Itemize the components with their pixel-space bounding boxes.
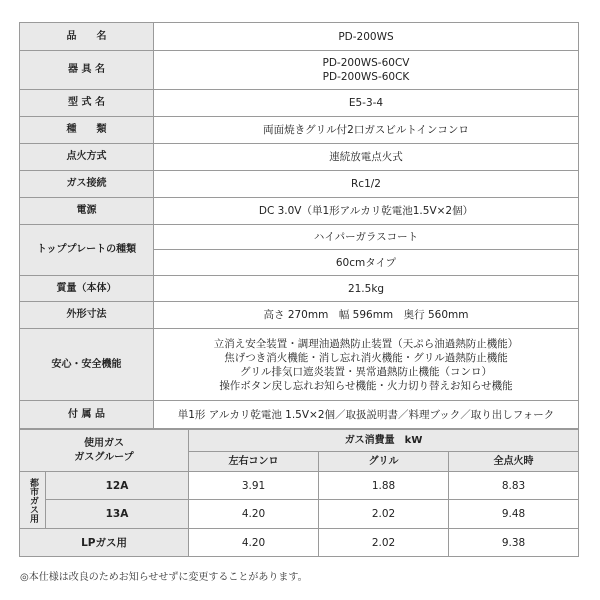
gas-cell-total: 8.83 [449, 472, 579, 500]
spec-value-hinmei: PD-200WS [154, 23, 579, 51]
gas-row-lp [20, 529, 579, 557]
spec-value-fuzoku: 単1形 アルカリ乾電池 1.5V×2個／取扱説明書／料理ブック／取り出しフォーク [154, 401, 579, 429]
spec-label-hinmei: 品 名 [20, 23, 154, 51]
gas-header-row-1 [20, 430, 579, 452]
kigu-line-1: PD-200WS-60CV [322, 57, 410, 69]
spec-value-gaikei: 高さ 270mm 幅 596mm 奥行 560mm [154, 302, 579, 329]
gas-cell-total: 9.48 [449, 500, 579, 529]
spec-value-top-1: ハイパーガラスコート [154, 225, 579, 250]
gas-col-grill: グリル [319, 452, 449, 472]
spec-row-shitsuryo [20, 276, 579, 302]
gas-row-name: 13A [46, 500, 189, 529]
spec-value-shurui: 両面焼きグリル付2口ガスビルトインコンロ [154, 117, 579, 144]
spec-row-top-1 [20, 225, 579, 250]
spec-row-katashiki [20, 90, 579, 117]
spec-label-fuzoku: 付 属 品 [20, 401, 154, 429]
spec-label-kigu: 器 具 名 [20, 51, 154, 90]
gas-cell-left: 4.20 [189, 500, 319, 529]
spec-row-dengen [20, 198, 579, 225]
gas-cell-total: 9.38 [449, 529, 579, 557]
spec-label-gas: ガス接続 [20, 171, 154, 198]
gas-cell-grill: 2.02 [319, 500, 449, 529]
spec-row-gas [20, 171, 579, 198]
gas-cell-left: 4.20 [189, 529, 319, 557]
spec-row-gaikei [20, 302, 579, 329]
spec-label-tenka: 点火方式 [20, 144, 154, 171]
spec-label-katashiki: 型 式 名 [20, 90, 154, 117]
anzen-line-2: 焦げつき消火機能・消し忘れ消火機能・グリル過熱防止機能 [224, 351, 508, 364]
spec-row-tenka [20, 144, 579, 171]
spec-value-tenka: 連続放電点火式 [154, 144, 579, 171]
spec-value-anzen [154, 329, 579, 401]
anzen-line-4: 操作ボタン戻し忘れお知らせ機能・火力切り替えお知らせ機能 [219, 379, 513, 392]
gas-row-13a [20, 500, 579, 529]
spec-value-kigu [154, 51, 579, 90]
spec-table [19, 22, 579, 429]
spec-value-shitsuryo: 21.5kg [154, 276, 579, 302]
kigu-line-2: PD-200WS-60CK [322, 71, 410, 83]
spec-row-anzen [20, 329, 579, 401]
gas-cell-grill: 1.88 [319, 472, 449, 500]
gas-row-name: 12A [46, 472, 189, 500]
gas-header-group-label: ガスグループ [74, 451, 134, 463]
spec-value-katashiki: E5-3-4 [154, 90, 579, 117]
spec-row-hinmei [20, 23, 579, 51]
gas-cell-grill: 2.02 [319, 529, 449, 557]
gas-header-gas-label: 使用ガス [84, 437, 124, 449]
spec-label-top: トッププレートの種類 [20, 225, 154, 276]
spec-value-dengen: DC 3.0V（単1形アルカリ乾電池1.5V×2個） [154, 198, 579, 225]
spec-label-anzen: 安心・安全機能 [20, 329, 154, 401]
spec-row-fuzoku [20, 401, 579, 429]
gas-col-left: 左右コンロ [189, 452, 319, 472]
gas-col-total: 全点火時 [449, 452, 579, 472]
spec-label-dengen: 電源 [20, 198, 154, 225]
spec-row-kigu [20, 51, 579, 90]
city-gas-label: 都市ガス用 [20, 472, 46, 529]
gas-header-consumption: ガス消費量 kW [189, 430, 579, 452]
anzen-line-1: 立消え安全装置・調理油過熱防止装置（天ぷら油過熱防止機能） [213, 337, 519, 350]
spec-value-gas: Rc1/2 [154, 171, 579, 198]
gas-consumption-table [19, 429, 579, 557]
spec-label-shitsuryo: 質量（本体） [20, 276, 154, 302]
spec-row-shurui [20, 117, 579, 144]
gas-row-12a [20, 472, 579, 500]
gas-cell-left: 3.91 [189, 472, 319, 500]
spec-label-gaikei: 外形寸法 [20, 302, 154, 329]
spec-label-shurui: 種 類 [20, 117, 154, 144]
gas-header-group [20, 430, 189, 472]
spec-value-top-2: 60cmタイプ [154, 250, 579, 276]
anzen-line-3: グリル排気口遮炎装置・異常過熱防止機能（コンロ） [240, 365, 492, 378]
gas-row-name: LPガス用 [20, 529, 189, 557]
footnote: ◎本仕様は改良のためお知らせせずに変更することがあります。 [20, 572, 308, 583]
